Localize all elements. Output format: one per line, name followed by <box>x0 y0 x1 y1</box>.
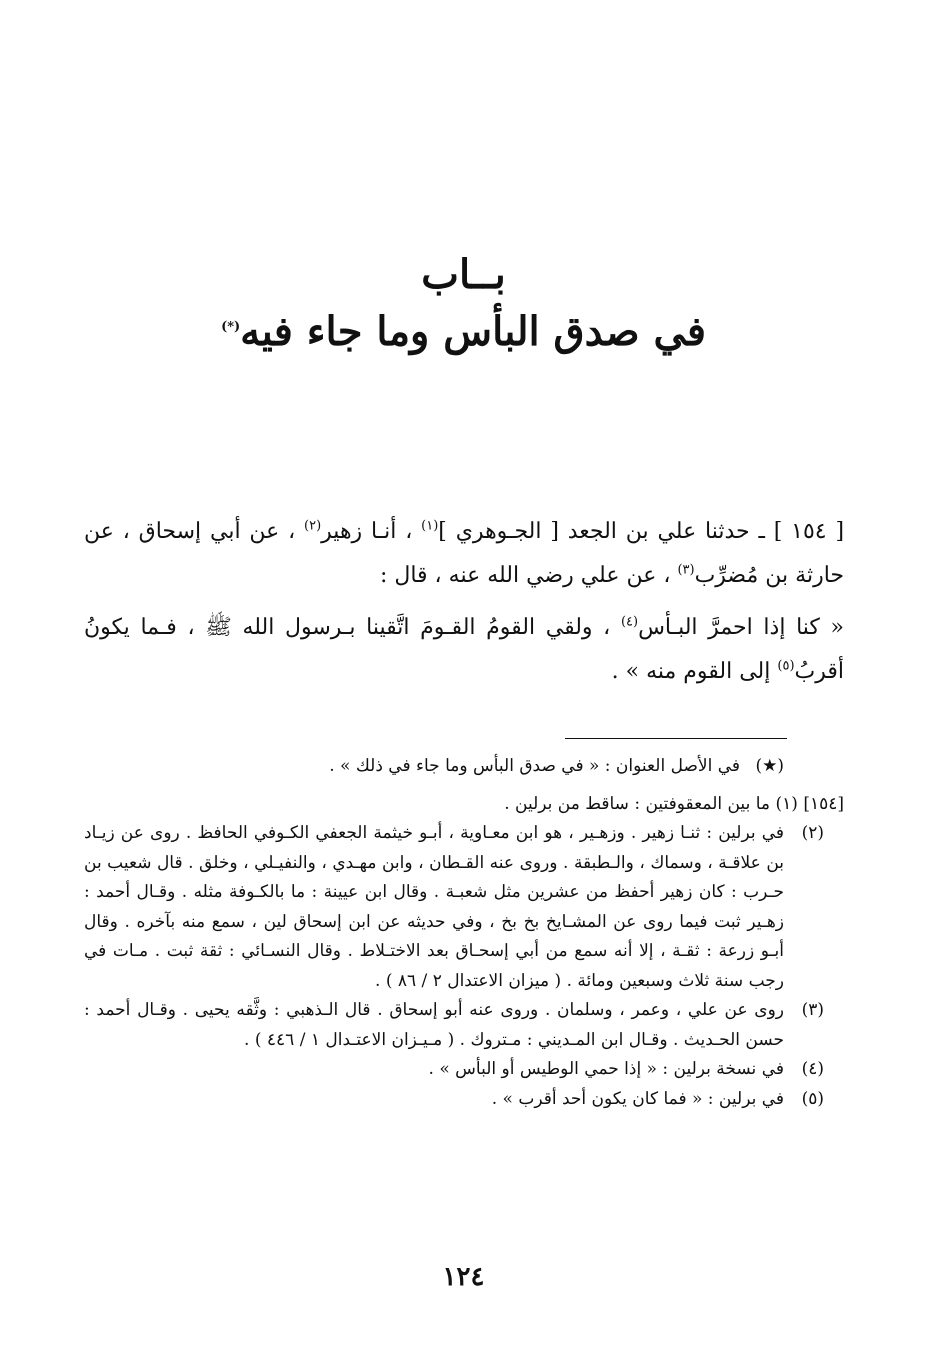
hadith-matn <box>84 606 844 694</box>
footnote-separator <box>565 738 787 739</box>
footnote-1 <box>84 790 844 820</box>
footnotes <box>84 752 844 1114</box>
footnote-4-mark: (٤) <box>801 1059 824 1079</box>
isnad-part-4: ، عن علي رضي الله عنه ، قال : <box>379 563 678 588</box>
footnote-4 <box>84 1055 844 1085</box>
isnad-part-2: ، أنـا زهير <box>321 519 422 544</box>
footnote-3-mark: (٣) <box>801 1000 824 1020</box>
footnote-hadith-ref <box>770 790 844 820</box>
footnote-star-text: في الأصل العنوان : « في صدق البأس وما جاء في ذلك » . <box>329 756 740 776</box>
chapter-title <box>0 302 927 362</box>
footnote-ref-3: (٣) <box>677 562 695 578</box>
footnote-ref-2: (٢) <box>304 518 322 534</box>
footnote-2-mark: (٢) <box>801 823 824 843</box>
footnote-star-mark: (★) <box>755 756 784 776</box>
footnote-5-mark: (٥) <box>801 1088 824 1109</box>
footnote-ref-5: (٥) <box>777 658 795 674</box>
isnad-part-1: [ ١٥٤ ] ـ حدثنا علي بن الجعد [ الجـوهري ] <box>438 519 845 544</box>
chapter-label: بــاب <box>421 251 506 298</box>
footnote-hadith-number: [١٥٤] <box>803 793 844 814</box>
footnote-5 <box>84 1085 844 1115</box>
footnote-star <box>84 752 844 782</box>
chapter-title-text: في صدق البأس وما جاء فيه <box>240 308 706 355</box>
footnote-1-text: ما بين المعقوفتين : ساقط من برلين . <box>504 793 770 814</box>
footnote-3 <box>84 996 844 1055</box>
hadith-text <box>84 510 844 694</box>
footnote-4-text: في نسخة برلين : « إذا حمي الوطيس أو البأس » . <box>428 1059 784 1079</box>
isnad-part-3: ، عن أبي إسحاق ، عن حارثة بن مُضرِّب <box>84 519 844 588</box>
footnote-5-text: في برلين : « فما كان يكون أحد أقرب » . <box>491 1088 784 1109</box>
matn-part-3: إلى القوم منه » . <box>611 659 778 684</box>
footnote-2 <box>84 819 844 996</box>
matn-part-1: « كنا إذا احمرَّ البـأس <box>638 615 844 640</box>
footnote-ref-4: (٤) <box>620 614 639 630</box>
footnote-1-mark: (١) <box>775 793 798 814</box>
footnote-2-text: في برلين : ثنـا زهير . وزهـير ، هو ابن معـاوية ، أبـو خيثمة الجعفي الكـوفي الحافظ . روى عن زيـاد بن علاقـة ، وسماك ، والـطبقة . وروى عنه القـطان ، وابن مهـدي ، والنفيـلي ، وخلق . قال شعيب بن حـرب : كان زهير أحفظ من عشرين مثل شعبـة . وقال ابن عيينة : ما بالكـوفة مثله . وقـال أحمد : زهـير ثبت فيما روى عن المشـايخ بخ بخ ، وفي حديثه عن ابن إسحاق لين ، سمع منه بآخره . وقال أبـو زرعة : ثقـة ، إلا أنه سمع من أبي إسحـاق بعد الاختـلاط . وقال النسـائي : ثقة ثبت . مـات في رجب سنة ثلاث وسبعين ومائة . ( ميزان الاعتدال ٢ / ٨٦ ) . <box>84 823 784 991</box>
footnote-3-text: روى عن علي ، وعمر ، وسلمان . وروى عنه أبو إسحاق . قال الـذهبي : وثَّقه يحيى . وقـال أحمد : حسن الحـديث . وقـال ابن المـديني : مـتروك . ( مـيـزان الاعتـدال ١ / ٤٤٦ ) . <box>84 1000 784 1050</box>
chapter-title-footnote-marker: (*) <box>221 319 241 335</box>
matn-part-2: ، ولقي القومُ القـومَ اتَّقينا بـرسول الله ﷺ ، فـما يكونُ أقربُ <box>84 615 844 684</box>
footnote-ref-1: (١) <box>421 518 439 534</box>
page-number: ١٢٤ <box>442 1262 485 1292</box>
hadith-isnad <box>84 510 844 598</box>
